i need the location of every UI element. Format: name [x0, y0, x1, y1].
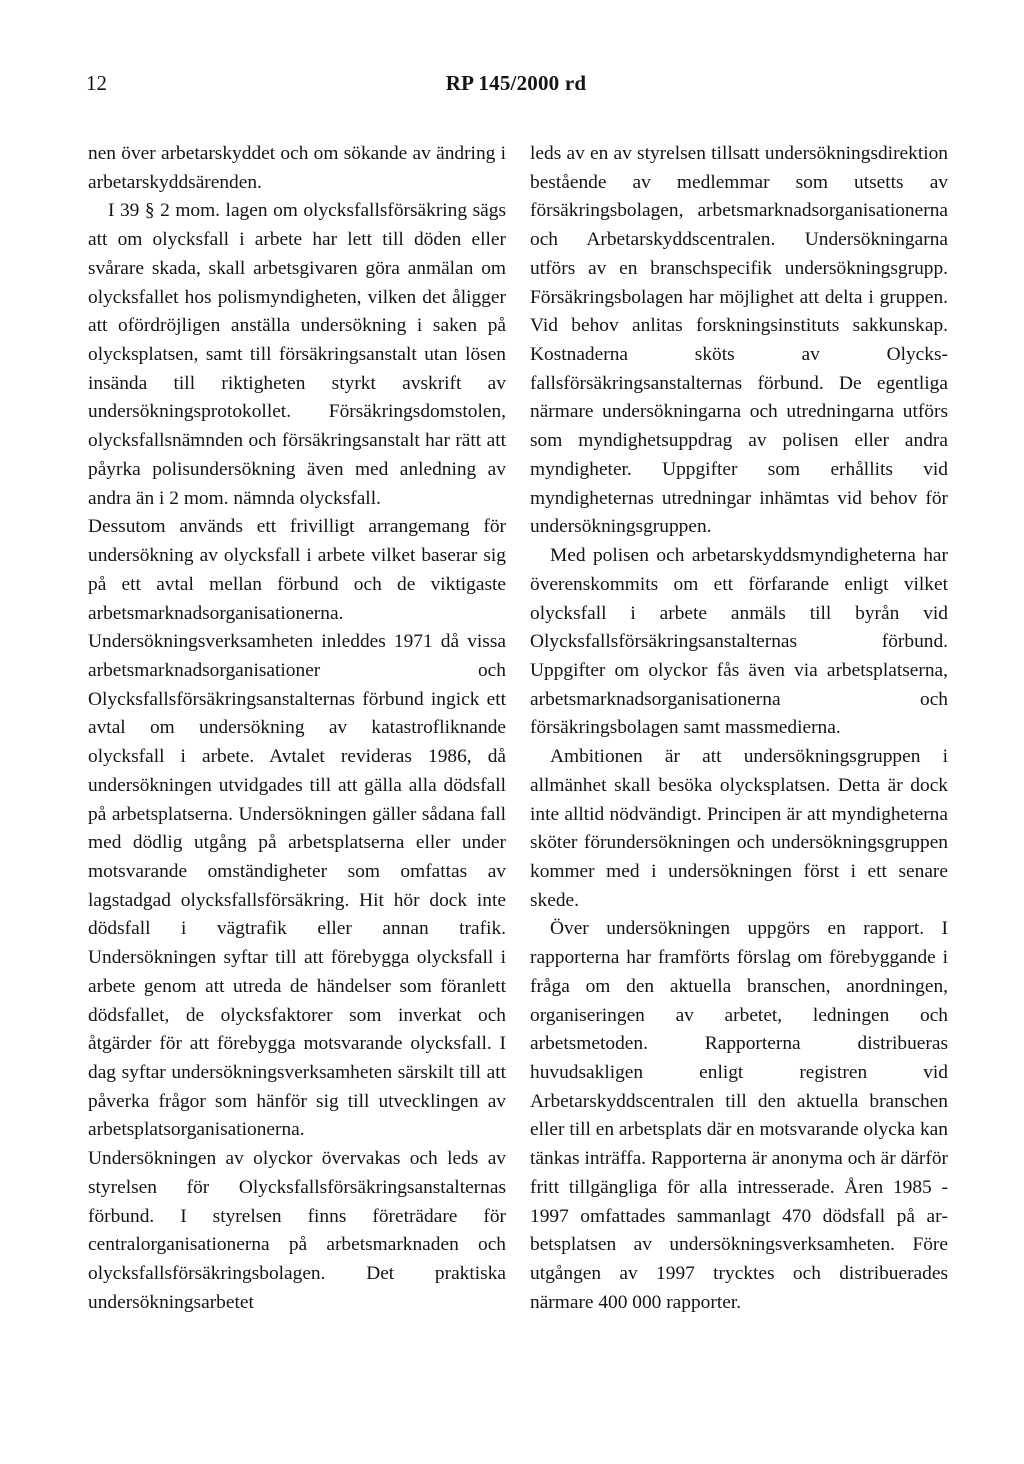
- running-head: RP 145/2000 rd: [445, 71, 587, 95]
- paragraph: Undersökningen av olyckor övervakas och leds av styrelsen för Olycksfallsförsäkringsanstalternas förbund. I styrelsen finns företrädare för centralorganisationerna på arbetsmarknaden och olycksfallsförsäkringsbolagen. Det praktiska undersökningsarbetet: [88, 1148, 506, 1313]
- page-number: 12: [86, 71, 107, 95]
- paragraph: Över undersökningen uppgörs en rapport. I rapporterna har framförts förslag om förebyggande i fråga om den aktuella branschen, anordningen, organiseringen av arbetet, ledningen och arbetsmetoden. Rapporterna distribueras huvudsakligen enligt registren vid Arbetarskyddscentralen till den aktuella branschen eller till en arbetsplats där en motsvarande olycka kan tänkas inträffa. Rapporterna är anonyma och är därför fritt tillgängliga för alla intresserade. Åren 1985 - 1997 omfattades sammanlagt 470 dödsfall på arbetsplatsen av undersökningsverksamheten. Före utgången av 1997 trycktes och distribuerades närmare 400 000 rapporter.: [530, 918, 948, 1313]
- paragraph: Ambitionen är att undersökningsgruppen i allmänhet skall besöka olycksplatsen. Detta är dock inte alltid nödvändigt. Principen är att myndigheterna sköter förundersökningen och undersökningsgruppen kommer med i undersökningen först i ett senare skede.: [530, 746, 948, 911]
- paragraph: Med polisen och arbetarskyddsmyndigheterna har överenskommits om ett förfarande enligt vilket olycksfall i arbete anmäls till byrån vid Olycksfallsförsäkringsanstalternas förbund. Uppgifter om olyckor fås även via arbetsplatserna, arbetsmarknadsorganisationerna och försäkringsbolagen samt massmedierna.: [530, 545, 948, 739]
- paragraph: leds av en av styrelsen tillsatt undersökningsdirektion bestående av medlemmar som utsetts av försäkringsbolagen, arbetsmarknadsorganisationerna och Arbetarskyddscentralen. Undersökningarna utförs av en branschspecifik undersökningsgrupp. Försäkringsbolagen har möjlighet att delta i gruppen. Vid behov anlitas forskningsinstituts sakkunskap. Kostnaderna sköts av Olycksfallsförsäkringsanstalternas förbund. De egentliga närmare undersökningarna och utredningarna utförs som myndighetsuppdrag av polisen eller andra myndigheter. Uppgifter som erhållits vid myndigheternas utredningar inhämtas vid behov för undersökningsgruppen.: [530, 143, 948, 538]
- paragraph: I 39 § 2 mom. lagen om olycksfallsförsäkring sägs att om olycksfall i arbete har lett till döden eller svårare skada, skall arbetsgivaren göra anmälan om olycksfallet hos polismyndigheten, vilken det åligger att ofördröjligen anställa undersökning i saken på olycksplatsen, samt till försäkringsanstalt utan lösen insända till riktigheten styrkt avskrift av undersökningsprotokollet. Försäkringsdomstolen, olycksfallsnämnden och försäkringsanstalt har rätt att påyrka polisundersökning även med anledning av andra än i 2 mom. nämnda olycksfall.: [88, 200, 506, 509]
- left-column: [88, 140, 506, 1317]
- paragraph: Dessutom används ett frivilligt arrangemang för undersökning av olycksfall i arbete vilket baserar sig på ett avtal mellan förbund och de viktigaste arbetsmarknadsorganisationerna. Undersökningsverksamheten inleddes 1971 då vissa arbetsmarknadsorganisationer och Olycksfallsförsäkringsanstalternas förbund ingick ett avtal om undersökning av katastrofliknande olycksfall i arbete. Avtalet revideras 1986, då undersökningen utvidgades till att gälla alla dödsfall på arbetsplatserna. Undersökningen gäller sådana fall med dödlig utgång på arbetsplatserna eller under motsvarande omständigheter som omfattas av lagstadgad olycksfallsförsäkring. Hit hör dock inte dödsfall i vägtrafik eller annan trafik. Undersökningen syftar till att förebygga olycksfall i arbete genom att utreda de händelser som föranlett dödsfallet, de olycksfaktorer som inverkat och åtgärder för att förebygga motsvarande olycksfall. I dag syftar undersökningsverksamheten särskilt till att påverka frågor som hänför sig till utvecklingen av arbetsplatsorganisationerna.: [88, 516, 506, 1141]
- right-column: [530, 140, 948, 1317]
- page-header: [86, 66, 946, 100]
- paragraph: nen över arbetarskyddet och om sökande av ändring i arbetarskyddsärenden.: [88, 143, 506, 193]
